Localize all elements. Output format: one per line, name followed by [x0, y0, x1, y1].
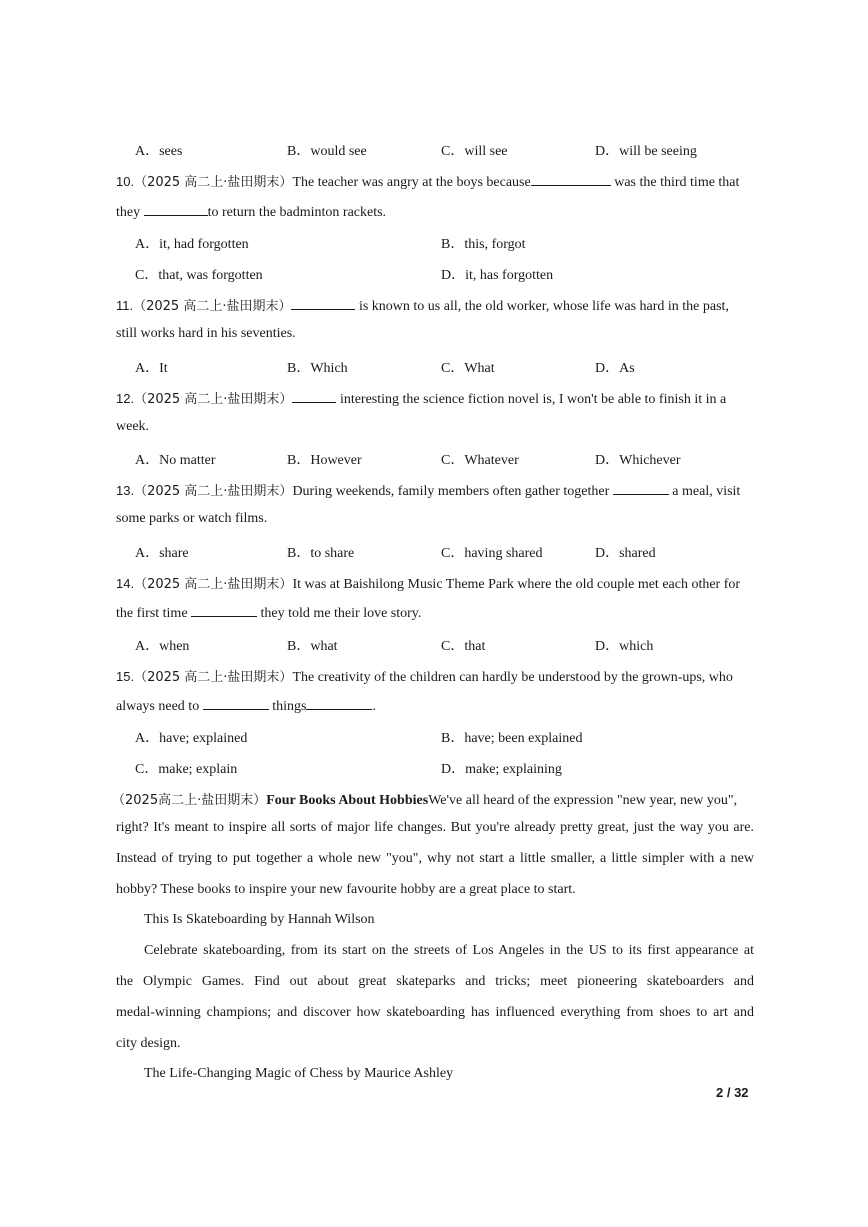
q11-number: 11. — [116, 298, 134, 313]
q10-line1 — [116, 171, 739, 191]
q10-option-d: D．it, has forgotten — [441, 268, 554, 283]
q13-option-d: D．shared — [595, 546, 656, 561]
q11-option-b: B．Which — [287, 361, 348, 376]
q10-source: （2025 高二上·盐田期末） — [134, 175, 293, 190]
q13-text-1: During weekends, family members often gather together — [292, 484, 613, 499]
q14-source: （2025 高二上·盐田期末） — [134, 577, 293, 592]
q15-option-c: C．make; explain — [135, 762, 238, 777]
q10-text-3: they — [116, 205, 144, 220]
q14-line2 — [116, 604, 421, 622]
q15-text-3: things — [268, 699, 307, 714]
q13-option-b: B．to share — [287, 546, 355, 561]
q15-text-2: always need to — [116, 699, 203, 714]
q11-option-a: A．It — [135, 361, 168, 376]
q12-option-d: D．Whichever — [595, 453, 681, 468]
q14-line1 — [116, 573, 740, 593]
q10-blank-1 — [531, 173, 611, 186]
q9-option-b: B．would see — [287, 144, 367, 159]
q15-number: 15. — [116, 669, 135, 684]
q14-option-b: B．what — [287, 639, 338, 654]
q14-text-3: they told me their love story. — [257, 606, 422, 621]
q15-option-d: D．make; explaining — [441, 762, 562, 777]
passage-intro-line3: Instead of trying to put together a whole new "you", why not start a little smaller, a little simpler with a new — [116, 851, 754, 866]
q10-option-b: B．this, forgot — [441, 237, 526, 252]
q14-text-1: It was at Baishilong Music Theme Park where the old couple met each other for — [292, 577, 741, 592]
book1-line4: city design. — [116, 1036, 181, 1051]
q13-option-a: A．share — [135, 546, 189, 561]
q11-option-d: D．As — [595, 361, 635, 376]
q12-source: （2025 高二上·盐田期末） — [134, 392, 293, 407]
q9-option-c: C．will see — [441, 144, 508, 159]
q13-text-2: a meal, visit — [668, 484, 741, 499]
q10-option-c: C．that, was forgotten — [135, 268, 263, 283]
passage-source: （2025高二上·盐田期末） — [112, 793, 267, 808]
q13-line2: some parks or watch films. — [116, 511, 268, 526]
q12-line1 — [116, 388, 726, 408]
book1-line1: Celebrate skateboarding, from its start on the streets of Los Angeles in the US to its first appearance at — [144, 943, 754, 958]
q12-number: 12. — [116, 391, 135, 406]
q13-line1 — [116, 480, 740, 500]
book1-title: This Is Skateboarding by Hannah Wilson — [144, 912, 375, 927]
q12-blank — [292, 390, 336, 403]
passage-intro-line4: hobby? These books to inspire your new favourite hobby are a great place to start. — [116, 882, 576, 897]
q14-option-a: A．when — [135, 639, 190, 654]
q15-text-4: . — [372, 699, 376, 714]
q12-line2: week. — [116, 419, 150, 434]
q13-number: 13. — [116, 483, 135, 498]
q10-option-a: A．it, had forgotten — [135, 237, 249, 252]
q14-option-c: C．that — [441, 639, 486, 654]
q15-source: （2025 高二上·盐田期末） — [134, 670, 293, 685]
passage-intro-line2: right? It's meant to inspire all sorts of major life changes. But you're already pretty great, just the way you are. — [116, 820, 754, 835]
q14-text-2: the first time — [116, 606, 192, 621]
book2-title: The Life-Changing Magic of Chess by Maurice Ashley — [144, 1066, 454, 1081]
q10-text-4: to return the badminton rackets. — [207, 205, 387, 220]
q15-text-1: The creativity of the children can hardly be understood by the grown-ups, who — [292, 670, 733, 685]
q15-option-a: A．have; explained — [135, 731, 248, 746]
q9-option-d: D．will be seeing — [595, 144, 697, 159]
q11-blank — [291, 297, 355, 310]
q12-option-b: B．However — [287, 453, 362, 468]
book1-line2: the Olympic Games. Find out about great skateparks and tricks; meet pioneering skateboarders and — [116, 974, 754, 989]
q11-source: （2025 高二上·盐田期末） — [133, 299, 292, 314]
q15-blank-1 — [203, 697, 269, 710]
q11-line2: still works hard in his seventies. — [116, 326, 296, 341]
q10-text-1: The teacher was angry at the boys because — [292, 175, 531, 190]
q15-option-b: B．have; been explained — [441, 731, 583, 746]
book1-line3: medal-winning champions; and discover how skateboarding has influenced everything from shoes to art and — [116, 1005, 754, 1020]
page-number: 2 / 32 — [716, 1085, 749, 1100]
q13-option-c: C．having shared — [441, 546, 543, 561]
q15-line2 — [116, 697, 376, 715]
passage-line1-text: We've all heard of the expression "new year, new you", — [428, 793, 738, 808]
q11-line1 — [116, 295, 729, 315]
q14-option-d: D．which — [595, 639, 654, 654]
q14-blank — [191, 604, 257, 617]
q13-blank — [613, 482, 669, 495]
q15-blank-2 — [306, 697, 372, 710]
q13-source: （2025 高二上·盐田期末） — [134, 484, 293, 499]
q14-number: 14. — [116, 576, 135, 591]
passage-title: Four Books About Hobbies — [266, 793, 429, 808]
q12-text-1: interesting the science fiction novel is, I won't be able to finish it in a — [336, 392, 727, 407]
q10-text-2: was the third time that — [610, 175, 740, 190]
q10-line2 — [116, 203, 386, 221]
q10-number: 10. — [116, 174, 135, 189]
q9-option-a: A．sees — [135, 144, 183, 159]
q11-option-c: C．What — [441, 361, 495, 376]
q15-line1 — [116, 666, 733, 686]
q11-text-1: is known to us all, the old worker, whose life was hard in the past, — [355, 299, 729, 314]
q12-option-a: A．No matter — [135, 453, 216, 468]
q12-option-c: C．Whatever — [441, 453, 519, 468]
passage-intro-line1 — [112, 789, 737, 809]
q10-blank-2 — [144, 203, 208, 216]
